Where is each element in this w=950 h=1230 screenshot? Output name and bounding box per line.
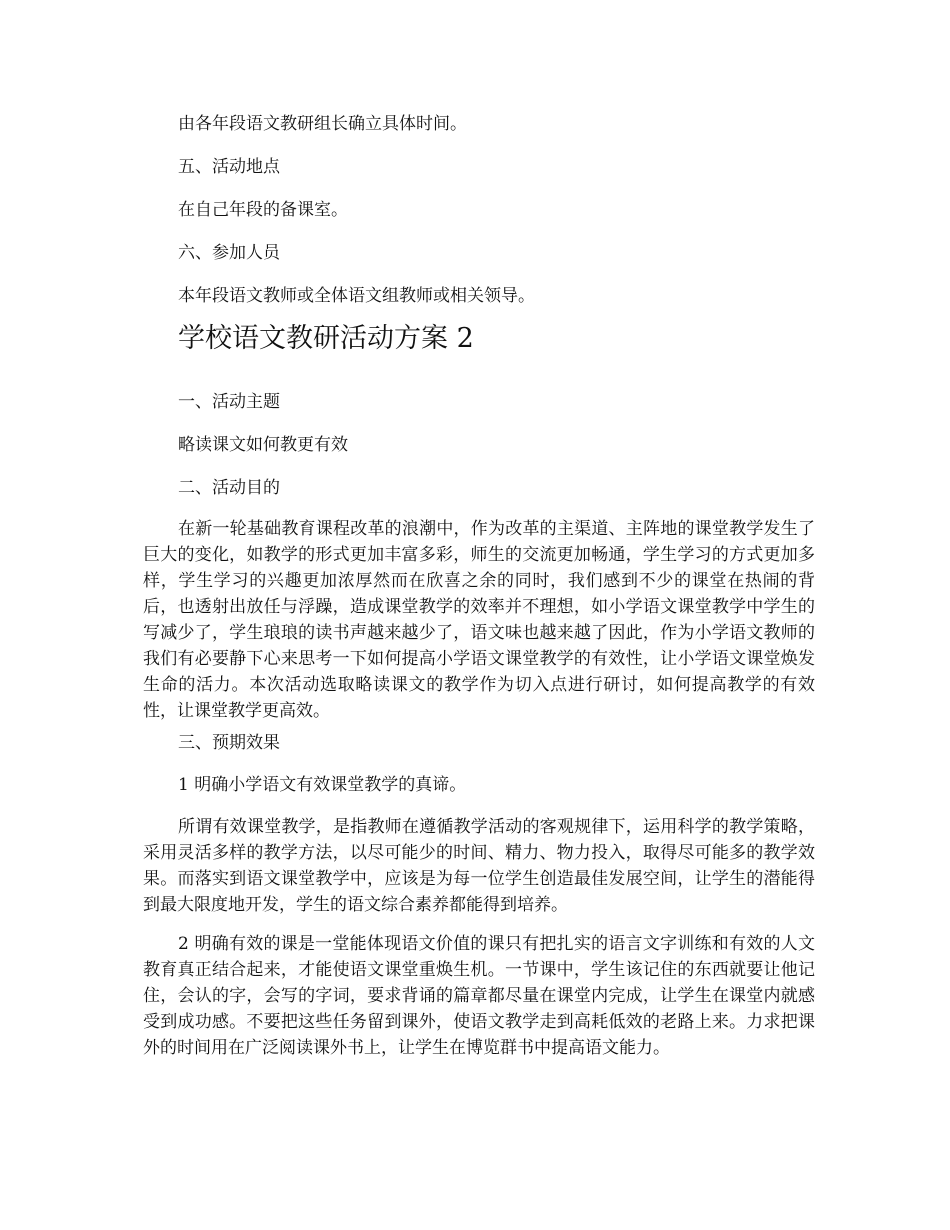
text-line-time: 由各年段语文教研组长确立具体时间。	[178, 114, 467, 134]
text-line-location: 在自己年段的备课室。	[178, 200, 348, 220]
section-heading-theme: 一、活动主题	[178, 392, 280, 412]
paragraph-effect2: 2 明确有效的课是一堂能体现语文价值的课只有把扎实的语言文字训练和有效的人文教育真正结合起来，才能使语文课堂重焕生机。一节课中，学生该记住的东西就要让他记住，会认的字，会写的字词，要求背诵的篇章都尽量在课堂内完成，让学生在课堂内就感受到成功感。不要把这些任务留到课外，使语文教学走到高耗低效的老路上来。力求把课外的时间用在广泛阅读课外书上，让学生在博览群书中提高语文能力。	[143, 934, 815, 1058]
section-heading-effects: 三、预期效果	[178, 733, 280, 753]
paragraph-effect1: 所谓有效课堂教学，是指教师在遵循教学活动的客观规律下，运用科学的教学策略，采用灵活多样的教学方法，以尽可能少的时间、精力、物力投入，取得尽可能多的教学效果。而落实到语文课堂教学中，应该是为每一位学生创造最佳发展空间，让学生的潜能得到最大限度地开发，学生的语文综合素养都能得到培养。	[143, 817, 815, 915]
text-line-theme: 略读课文如何教更有效	[178, 435, 348, 455]
section-heading-participants: 六、参加人员	[178, 243, 280, 263]
section-heading-purpose: 二、活动目的	[178, 478, 280, 498]
text-line-participants: 本年段语文教师或全体语文组教师或相关领导。	[178, 286, 535, 306]
section-heading-location: 五、活动地点	[178, 157, 280, 177]
document-heading: 学校语文教研活动方案 2	[178, 323, 474, 354]
paragraph-purpose: 在新一轮基础教育课程改革的浪潮中，作为改革的主渠道、主阵地的课堂教学发生了巨大的变化，如教学的形式更加丰富多彩，师生的交流更加畅通，学生学习的方式更加多样，学生学习的兴趣更加浓厚然而在欣喜之余的同时，我们感到不少的课堂在热闹的背后，也透射出放任与浮躁，造成课堂教学的效率并不理想，如小学语文课堂教学中学生的写减少了，学生琅琅的读书声越来越少了，语文味也越来越了因此，作为小学语文教师的我们有必要静下心来思考一下如何提高小学语文课堂教学的有效性，让小学语文课堂焕发生命的活力。本次活动选取略读课文的教学作为切入点进行研讨，如何提高教学的有效性，让课堂教学更高效。	[143, 519, 815, 721]
text-line-effect1-title: 1 明确小学语文有效课堂教学的真谛。	[178, 775, 467, 795]
